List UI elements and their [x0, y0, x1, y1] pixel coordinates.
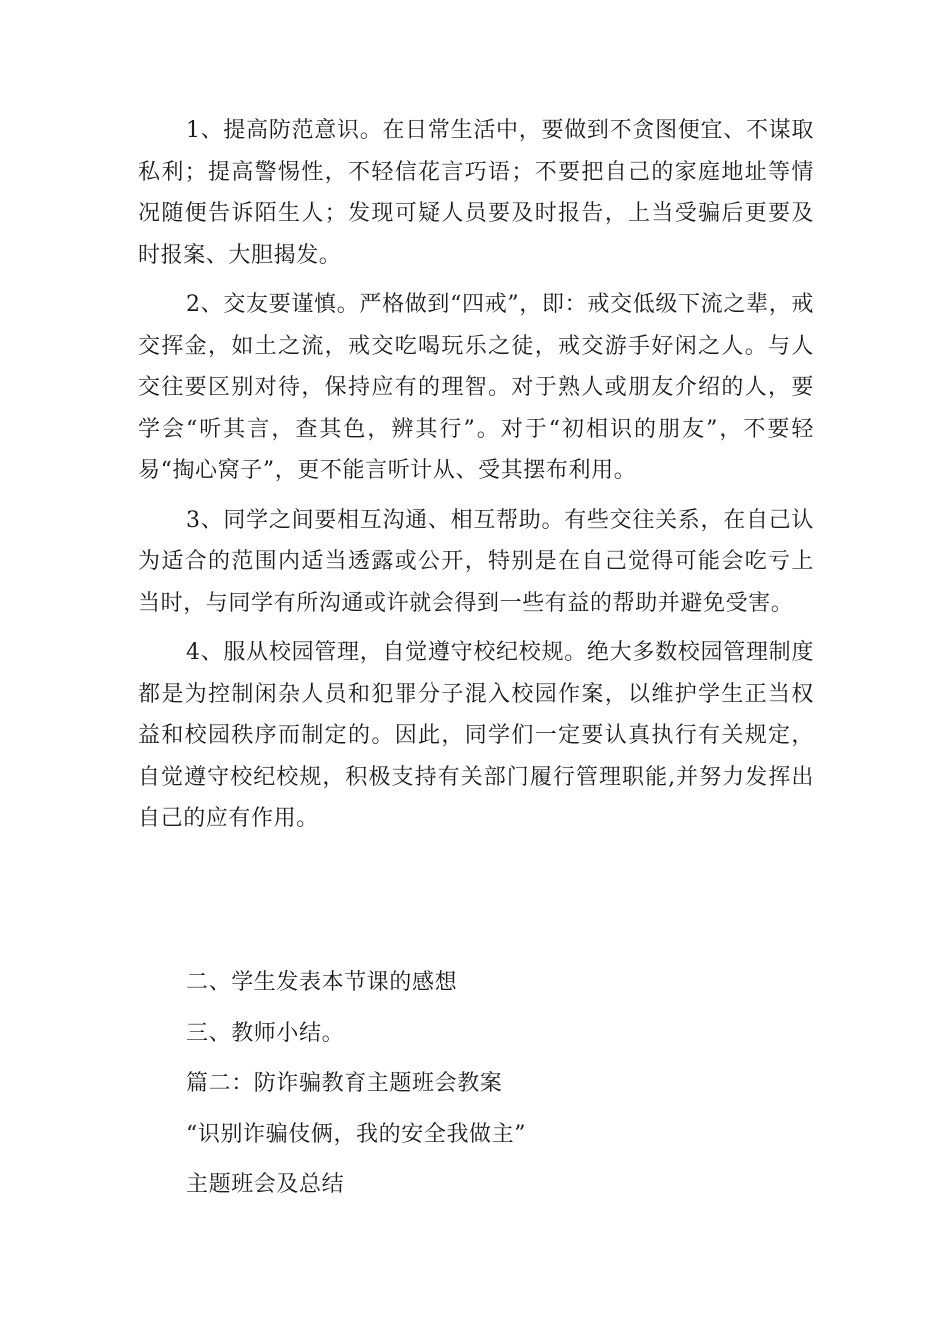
paragraph-2: 2、交友要谨慎。严格做到“四戒”，即：戒交低级下流之辈，戒交挥金，如土之流，戒交吃喝玩乐之徒，戒交游手好闲之人。与人交往要区别对待，保持应有的理智。对于熟人或朋友介绍的人，要学会“听其言，查其色，辨其行”。对于“初相识的朋友”，不要轻易“掏心窝子”，更不能言听计从、受其摆布利用。 — [138, 292, 814, 483]
body-text — [138, 110, 814, 840]
article-two-title: 篇二：防诈骗教育主题班会教案 — [186, 1071, 503, 1096]
theme-slogan: “识别诈骗伎俩，我的安全我做主” — [186, 1122, 527, 1147]
paragraph-1: 1、提高防范意识。在日常生活中，要做到不贪图便宜、不谋取私利；提高警惕性，不轻信花言巧语；不要把自己的家庭地址等情况随便告诉陌生人；发现可疑人员要及时报告，上当受骗后更要及时报案、大胆揭发。 — [138, 118, 814, 268]
heading-reflection: 二、学生发表本节课的感想 — [186, 970, 458, 995]
closing-line: 主题班会及总结 — [186, 1172, 345, 1197]
paragraph-4: 4、服从校园管理，自觉遵守校纪校规。绝大多数校园管理制度都是为控制闲杂人员和犯罪分子混入校园作案，以维护学生正当权益和校园秩序而制定的。因此，同学们一定要认真执行有关规定，自觉遵守校纪校规，积极支持有关部门履行管理职能,并努力发挥出自己的应有作用。 — [138, 640, 814, 831]
heading-summary: 三、教师小结。 — [186, 1021, 345, 1046]
paragraph-3: 3、同学之间要相互沟通、相互帮助。有些交往关系，在自己认为适合的范围内适当透露或公开，特别是在自己觉得可能会吃亏上当时，与同学有所沟通或许就会得到一些有益的帮助并避免受害。 — [138, 507, 814, 616]
